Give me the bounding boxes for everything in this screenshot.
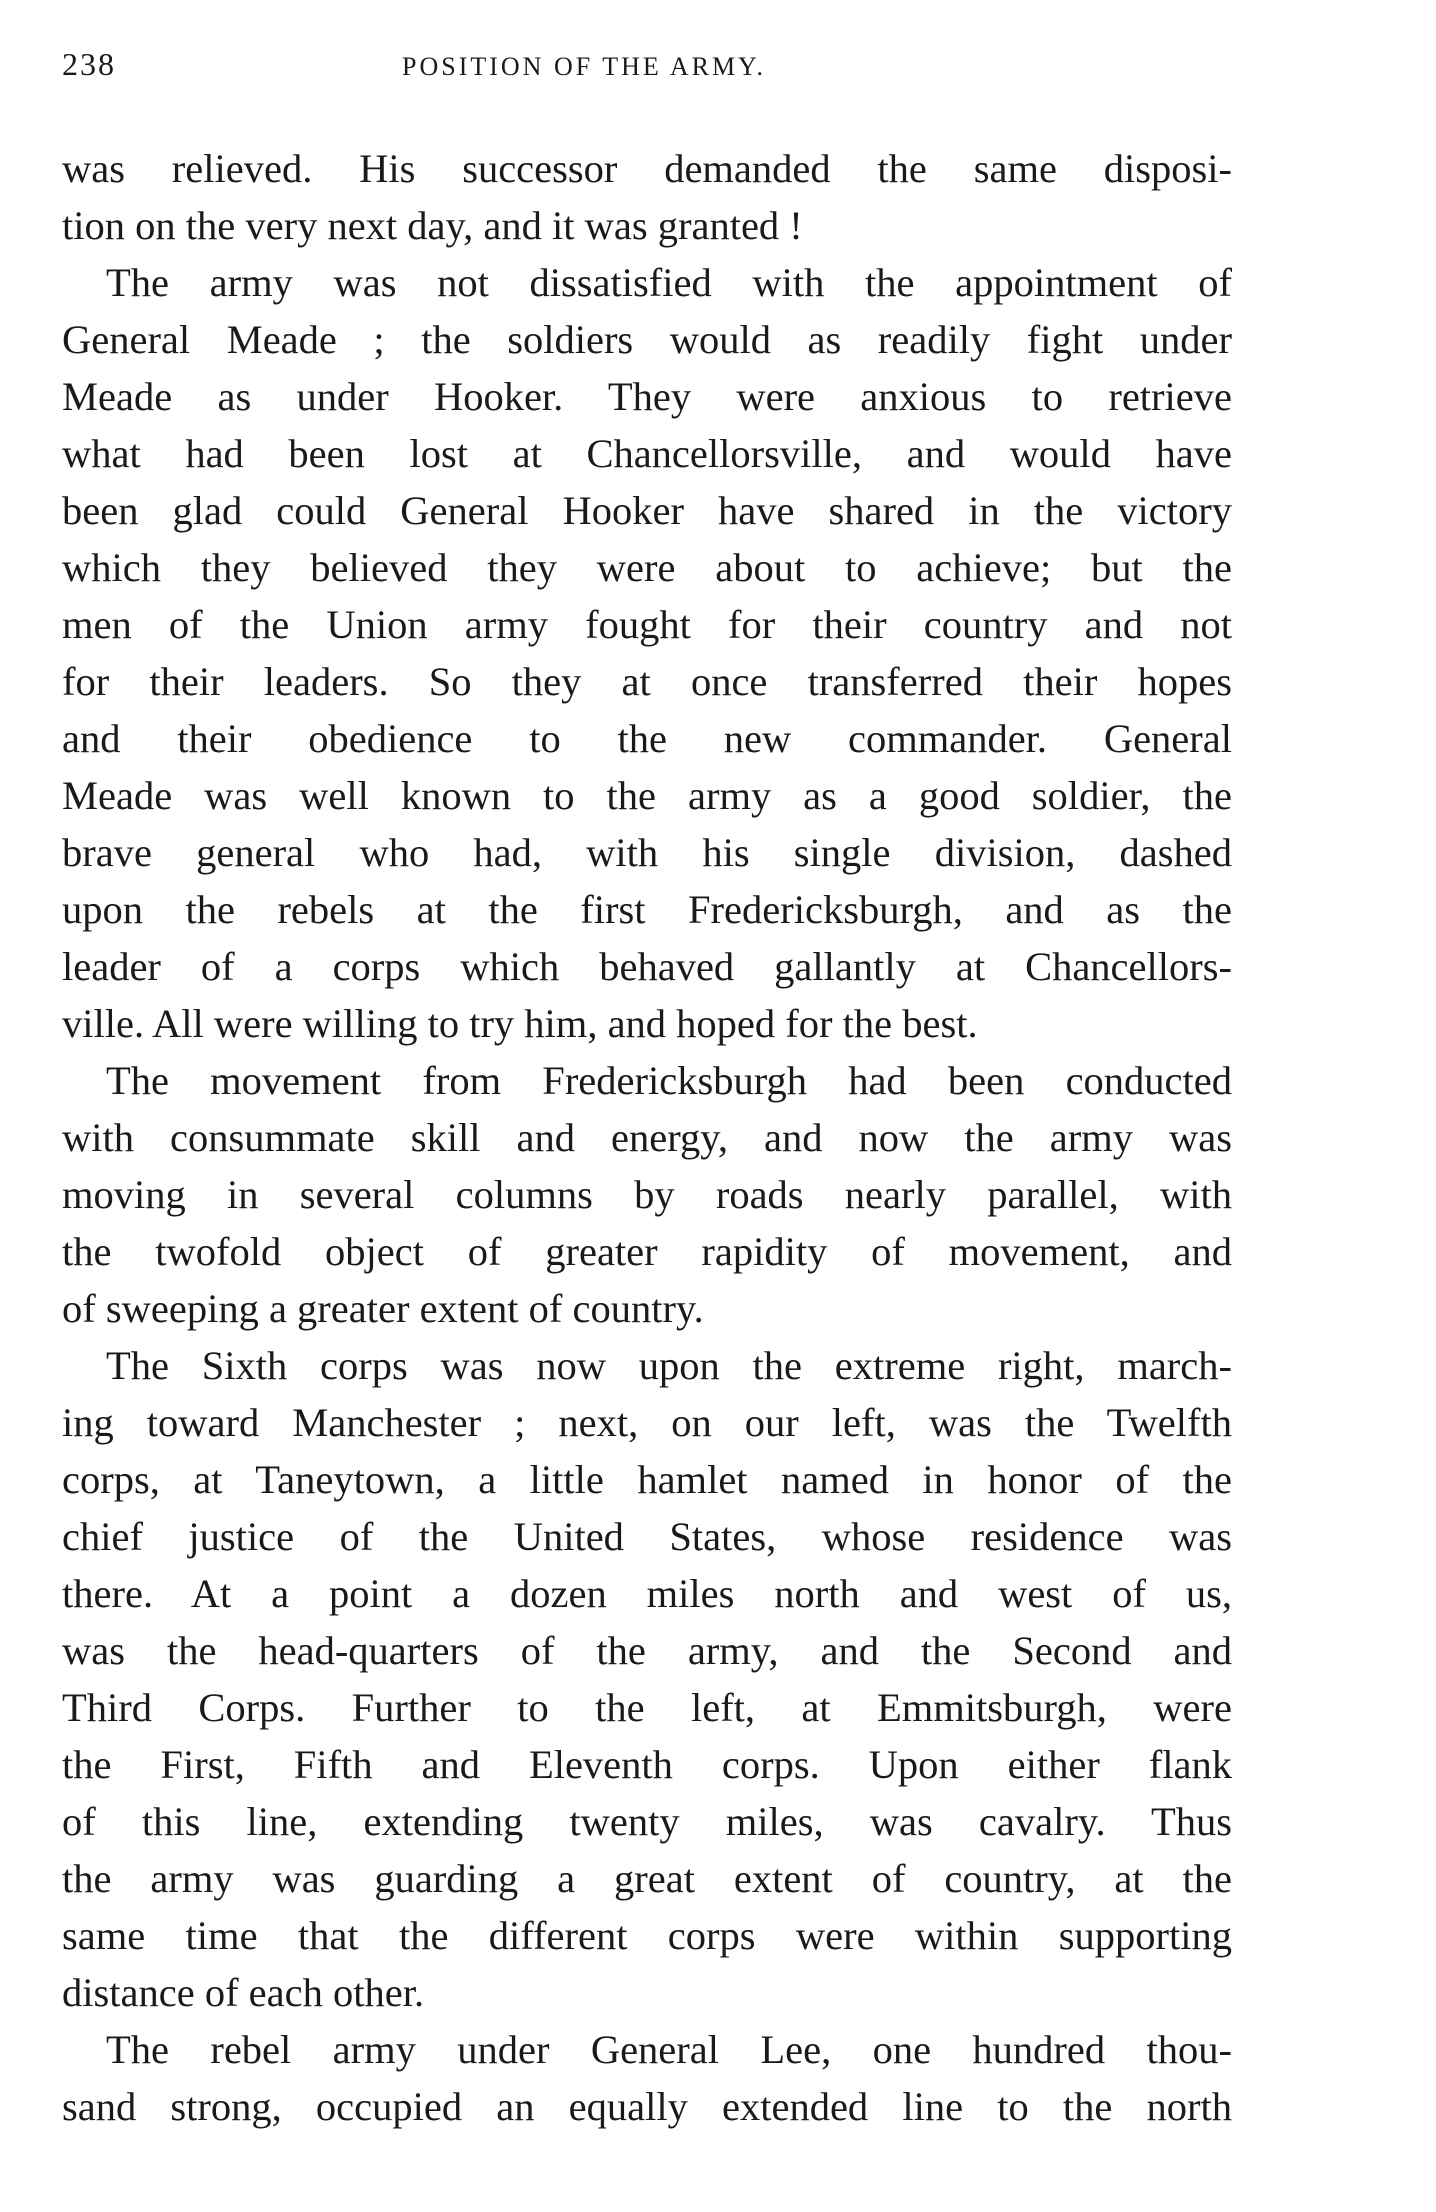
text-line: been glad could General Hooker have shared in the victory bbox=[62, 488, 1232, 533]
text-line: ville. All were willing to try him, and hoped for the best. bbox=[62, 1001, 978, 1046]
text-line: tion on the very next day, and it was granted ! bbox=[62, 203, 803, 248]
text-line: sand strong, occupied an equally extended line to the north bbox=[62, 2084, 1232, 2129]
text-line: was relieved. His successor demanded the same disposi- bbox=[62, 146, 1232, 191]
text-line: with consummate skill and energy, and now the army was bbox=[62, 1115, 1232, 1160]
text-line: The movement from Fredericksburgh had been conducted bbox=[106, 1058, 1232, 1103]
text-line: ing toward Manchester ; next, on our left, was the Twelfth bbox=[62, 1400, 1232, 1445]
text-line: distance of each other. bbox=[62, 1970, 425, 2015]
text-line: there. At a point a dozen miles north and west of us, bbox=[62, 1571, 1232, 1616]
text-line: upon the rebels at the first Fredericksburgh, and as the bbox=[62, 887, 1232, 932]
text-line: moving in several columns by roads nearly parallel, with bbox=[62, 1172, 1232, 1217]
text-line: chief justice of the United States, whose residence was bbox=[62, 1514, 1232, 1559]
paragraph bbox=[62, 140, 1232, 254]
text-line: General Meade ; the soldiers would as readily fight under bbox=[62, 317, 1232, 362]
text-line: same time that the different corps were within supporting bbox=[62, 1913, 1232, 1958]
text-line: for their leaders. So they at once transferred their hopes bbox=[62, 659, 1232, 704]
text-line: the army was guarding a great extent of country, at the bbox=[62, 1856, 1232, 1901]
text-line: Meade was well known to the army as a good soldier, the bbox=[62, 773, 1232, 818]
text-line: and their obedience to the new commander. General bbox=[62, 716, 1232, 761]
text-line: leader of a corps which behaved gallantly at Chancellors- bbox=[62, 944, 1232, 989]
text-line: Meade as under Hooker. They were anxious to retrieve bbox=[62, 374, 1232, 419]
text-line: The Sixth corps was now upon the extreme right, march- bbox=[106, 1343, 1232, 1388]
text-line: of this line, extending twenty miles, was cavalry. Thus bbox=[62, 1799, 1232, 1844]
text-line: brave general who had, with his single division, dashed bbox=[62, 830, 1232, 875]
page-number: 238 bbox=[62, 46, 116, 82]
text-line: the First, Fifth and Eleventh corps. Upon either flank bbox=[62, 1742, 1232, 1787]
text-line: The rebel army under General Lee, one hundred thou- bbox=[106, 2027, 1232, 2072]
text-line: what had been lost at Chancellorsville, and would have bbox=[62, 431, 1232, 476]
text-line: The army was not dissatisfied with the appointment of bbox=[106, 260, 1232, 305]
text-line: which they believed they were about to achieve; but the bbox=[62, 545, 1232, 590]
text-line: the twofold object of greater rapidity of movement, and bbox=[62, 1229, 1232, 1274]
text-line: corps, at Taneytown, a little hamlet named in honor of the bbox=[62, 1457, 1232, 1502]
body-text bbox=[62, 140, 1232, 2135]
text-line: men of the Union army fought for their country and not bbox=[62, 602, 1232, 647]
text-line: Third Corps. Further to the left, at Emmitsburgh, were bbox=[62, 1685, 1232, 1730]
paragraph bbox=[62, 2021, 1232, 2135]
paragraph bbox=[62, 1337, 1232, 2021]
text-line: was the head-quarters of the army, and the Second and bbox=[62, 1628, 1232, 1673]
running-head bbox=[62, 46, 1242, 96]
paragraph bbox=[62, 1052, 1232, 1337]
paragraph bbox=[62, 254, 1232, 1052]
running-title: POSITION OF THE ARMY. bbox=[402, 52, 766, 81]
text-line: of sweeping a greater extent of country. bbox=[62, 1286, 704, 1331]
